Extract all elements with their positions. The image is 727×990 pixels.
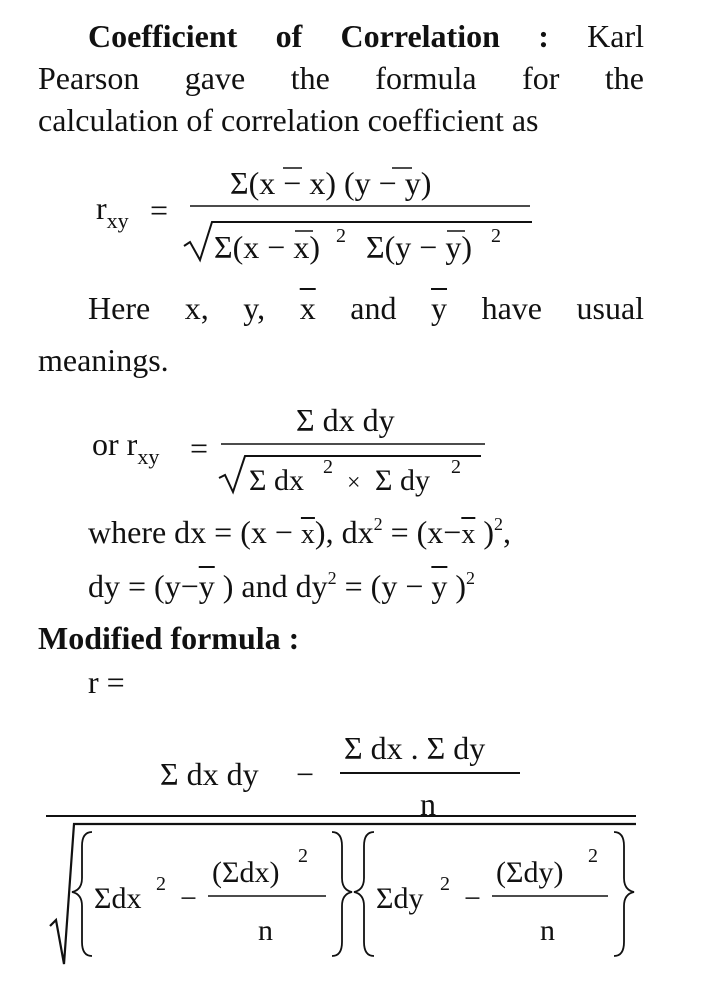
svg-text:2: 2 [336, 225, 346, 247]
usual-line-1 [88, 288, 644, 328]
svg-text:Σ(x − x) (y − y): Σ(x − x) (y − y) [230, 165, 432, 201]
svg-text:2: 2 [491, 225, 501, 247]
dy-ybar-2: $\overline{y}$ [431, 568, 448, 604]
svg-text:Σ(y − y): Σ(y − y) [366, 229, 472, 265]
svg-text:2: 2 [323, 456, 333, 478]
formula2-equals: = [190, 430, 209, 466]
svg-text:2: 2 [451, 456, 461, 478]
svg-text:2: 2 [440, 873, 450, 895]
where-xbar-2: $\overline{x}$ [461, 519, 476, 550]
svg-text:Σ(x − x): Σ(x − x) [214, 229, 320, 265]
intro-karl: Karl [587, 18, 644, 54]
formula1-lhs: $r_{xy}$ [96, 190, 129, 233]
formula2-lhs: or $r_{xy}$ [92, 426, 160, 469]
formula3-inner-denominator: n [420, 786, 436, 822]
svg-text:×: × [347, 470, 361, 496]
svg-text:2: 2 [298, 845, 308, 867]
usual-here: Here x, y, [88, 290, 266, 326]
formula2-graphic [215, 440, 495, 500]
usual-meanings: meanings. [38, 342, 169, 378]
svg-text:(Σdx): (Σdx) [212, 856, 280, 889]
usual-ybar: $\overline{y}$ [431, 290, 448, 326]
svg-text:n: n [540, 914, 555, 947]
formula1-denominator [184, 222, 532, 265]
svg-text:(Σdy): (Σdy) [496, 856, 564, 889]
svg-text:2: 2 [156, 873, 166, 895]
svg-text:Σ dy: Σ dy [375, 464, 430, 497]
svg-text:2: 2 [588, 845, 598, 867]
intro-line-1 [38, 16, 644, 56]
usual-have: have usual [481, 290, 645, 326]
formula2-numerator: Σ dx dy [296, 402, 395, 438]
section-heading-coefficient: Coefficient of Correlation : [88, 18, 549, 54]
formula1-graphic [180, 160, 540, 272]
where-xbar-1: $\overline{x}$ [300, 519, 315, 550]
formula1-numerator [230, 165, 431, 201]
modified-r-equals: r = [88, 664, 125, 700]
intro-line-2: Pearson gave the formula for the [38, 60, 644, 96]
where-line: where dx = $(x - \overline{x})$, $dx^2 = (x-\overline{x}$ )$^2$, [88, 514, 511, 550]
formula3-minus: − [296, 756, 315, 792]
dy-ybar-1: $\overline{y}$ [198, 568, 215, 604]
formula3-denominator-graphic [40, 812, 640, 982]
svg-text:Σdx: Σdx [94, 882, 142, 915]
modified-heading: Modified formula : [38, 620, 300, 656]
svg-text:−: − [464, 882, 481, 915]
dy-line: dy = ($y-\overline{y}$ ) and $dy^2 = (y - \overline{y}$ )$^2$ [88, 568, 476, 604]
svg-text:n: n [258, 914, 273, 947]
formula3-inner-numerator: Σ dx . Σ dy [344, 730, 486, 766]
svg-text:Σ dx: Σ dx [249, 464, 304, 497]
formula3-inner-bar [340, 772, 520, 774]
intro-line-3: calculation of correlation coefficient as [38, 102, 539, 138]
usual-xbar: $\overline{x}$ [299, 290, 316, 326]
formula3-term1: Σ dx dy [160, 756, 259, 792]
svg-text:−: − [180, 882, 197, 915]
usual-and: and [350, 290, 397, 326]
formula1-equals: = [150, 192, 169, 228]
svg-text:Σdy: Σdy [376, 882, 424, 915]
